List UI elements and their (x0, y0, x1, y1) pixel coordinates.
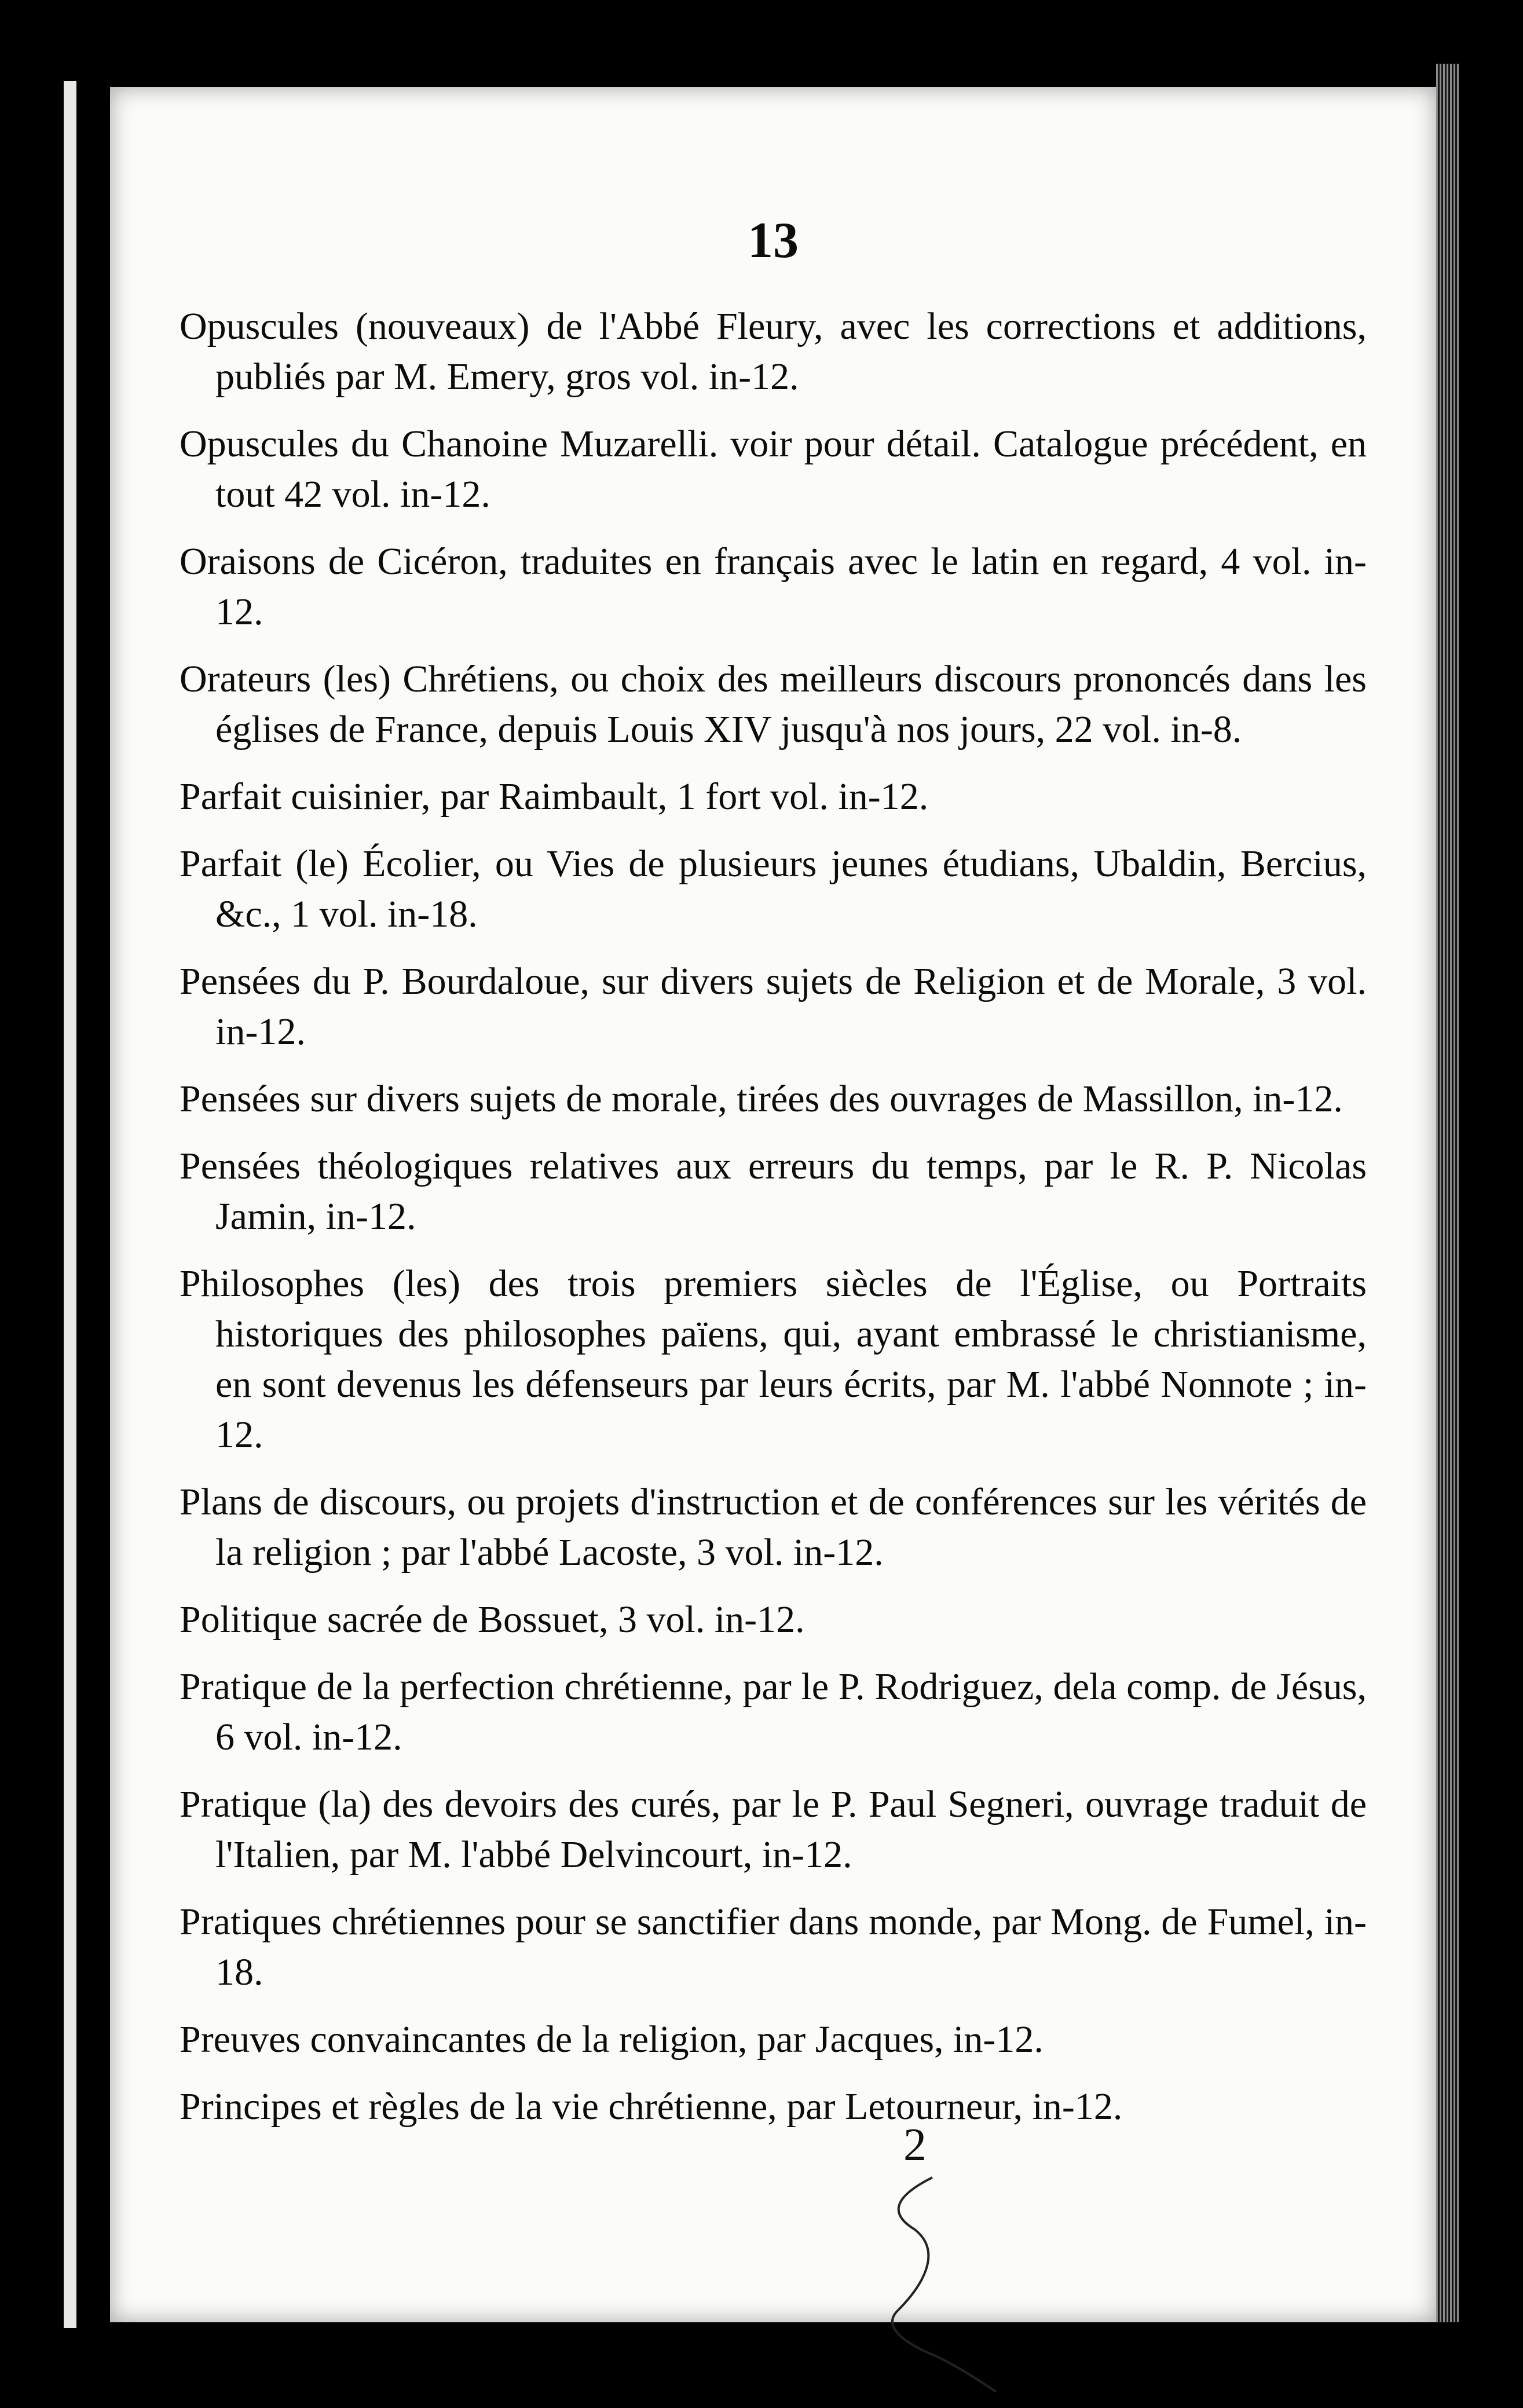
book-page (110, 87, 1436, 2322)
catalogue-entry: Orateurs (les) Chrétiens, ou choix des meilleurs discours prononcés dans les églises de France, depuis Louis XIV jusqu'à nos jours, 22 vol. in-8. (180, 658, 1367, 751)
signature-mark (828, 2114, 1002, 2392)
signature-number: 2 (903, 2120, 927, 2171)
page-number: 13 (748, 213, 799, 269)
signature-flourish-icon (828, 2114, 1002, 2392)
catalogue-entry: Parfait cuisinier, par Raimbault, 1 fort vol. in-12. (180, 775, 929, 818)
catalogue-entry: Preuves convaincantes de la religion, par Jacques, in-12. (180, 2018, 1044, 2061)
flourish-stroke (892, 2178, 996, 2392)
catalogue-entry: Pensées du P. Bourdaloue, sur divers sujets de Religion et de Morale, 3 vol. in-12. (180, 960, 1367, 1053)
catalogue-entry: Parfait (le) Écolier, ou Vies de plusieurs jeunes étudians, Ubaldin, Bercius, &c., 1 vol. in-18. (180, 843, 1367, 935)
catalogue-entry: Principes et règles de la vie chrétienne, par Letourneur, in-12. (180, 2085, 1123, 2128)
catalogue-entry: Pratique de la perfection chrétienne, par le P. Rodriguez, dela comp. de Jésus, 6 vol. in-12. (180, 1666, 1367, 1758)
catalogue-entry: Pensées sur divers sujets de morale, tirées des ouvrages de Massillon, in-12. (180, 1078, 1343, 1120)
catalogue-entry: Plans de discours, ou projets d'instruction et de conférences sur les vérités de la religion ; par l'abbé Lacoste, 3 vol. in-12. (180, 1481, 1367, 1573)
catalogue-entry: Pratiques chrétiennes pour se sanctifier dans monde, par Mong. de Fumel, in-18. (180, 1901, 1367, 1993)
catalogue-entry: Opuscules du Chanoine Muzarelli. voir pour détail. Catalogue précédent, en tout 42 vol. in-12. (180, 423, 1367, 515)
catalogue-entry: Philosophes (les) des trois premiers siècles de l'Église, ou Portraits historiques des philosophes païens, qui, ayant embrassé le christianisme, en sont devenus les défenseurs par leurs écrits, par M. l'abbé Nonnote ; in-12. (180, 1262, 1367, 1456)
catalogue-entry: Politique sacrée de Bossuet, 3 vol. in-12. (180, 1598, 805, 1641)
catalogue-entry: Opuscules (nouveaux) de l'Abbé Fleury, avec les corrections et additions, publiés par M. Emery, gros vol. in-12. (180, 305, 1367, 398)
catalogue-entry: Pratique (la) des devoirs des curés, par le P. Paul Segneri, ouvrage traduit de l'Italien, par M. l'abbé Delvincourt, in-12. (180, 1783, 1367, 1876)
catalogue-list (180, 301, 1367, 2149)
scan-border-right (1436, 64, 1459, 2322)
catalogue-entry: Pensées théologiques relatives aux erreurs du temps, par le R. P. Nicolas Jamin, in-12. (180, 1145, 1367, 1238)
scan-border-left (64, 81, 76, 2328)
catalogue-entry: Oraisons de Cicéron, traduites en français avec le latin en regard, 4 vol. in-12. (180, 540, 1367, 633)
